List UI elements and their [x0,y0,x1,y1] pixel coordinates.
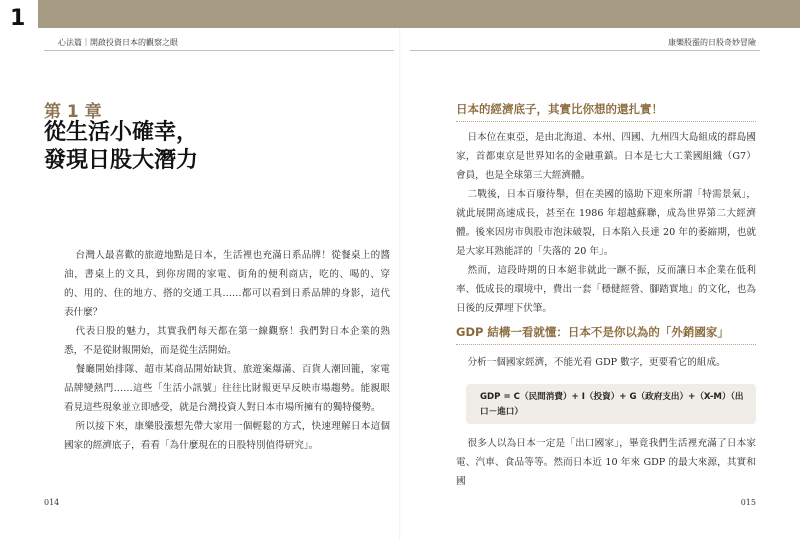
header-band-left [38,0,400,28]
page-number-right: 015 [740,498,756,507]
page-gutter [399,28,401,541]
paragraph: 代表日股的魅力，其實我們每天都在第一線觀察！我們對日本企業的熟悉，不是從財報開始，而是從生活開始。 [64,326,390,356]
chapter-title-line1: 從生活小確幸， [44,120,199,145]
running-header-right: 康樂股漲的日股奇妙冒險 [668,38,756,47]
page-number-left: 014 [44,498,60,507]
header-rule-right [410,50,760,51]
right-page-body-section1 [456,128,756,318]
header-rule-left [44,50,394,51]
paragraph: 分析一個國家經濟，不能光看 GDP 數字，更要看它的組成。 [467,357,726,368]
chapter-number: 1 [10,6,26,31]
right-page-body-section2 [456,434,756,491]
paragraph: 台灣人最喜歡的旅遊地點是日本，生活裡也充滿日系品牌！從餐桌上的醬油，書桌上的文具，到你房間的家電、街角的便利商店，吃的、喝的、穿的、用的、住的地方、搭的交通工具……都可以看到日系品牌的身影，這代表什麼？ [64,250,390,318]
running-header-left: 心法篇｜開啟投資日本的觀察之眼 [58,38,178,47]
header-band-right [400,0,800,28]
paragraph: 然而，這段時期的日本絕非就此一蹶不振，反而讓日本企業在低利率、低成長的環境中，費出一套「穩健經營、腳踏實地」的文化，也為日後的反彈埋下伏筆。 [456,265,756,314]
right-page-body-section2-intro [456,353,756,372]
paragraph: 所以接下來，康樂股漲想先帶大家用一個輕鬆的方式，快速理解日本這個國家的經濟底子，看看「為什麼現在的日股特別值得研究」。 [64,421,390,451]
section-title-economy: 日本的經濟底子，其實比你想的還扎實！ [456,102,663,116]
paragraph: 日本位在東亞，是由北海道、本州、四國、九州四大島組成的群島國家，首都東京是世界知名的金融重鎮。日本是七大工業國組織（G7）會員，也是全球第三大經濟體。 [456,132,756,181]
paragraph: 很多人以為日本一定是「出口國家」，畢竟我們生活裡充滿了日本家電、汽車、食品等等。然而日本近 10 年來 GDP 的最大來源，其實和國 [456,438,756,487]
chapter-number-box [0,0,38,38]
left-page-body [64,246,390,455]
chapter-label: 第 1 章 [44,102,102,122]
gdp-formula-box [466,384,756,424]
paragraph: 餐廳開始排隊、超市某商品開始缺貨、旅遊案爆滿、百貨人潮回籠，家電品牌變熱門……這些「生活小訊號」往往比財報更早反映市場趨勢。能親眼看見這些現象並立即感受，就是台灣投資人對日本市場所擁有的獨特優勢。 [64,364,390,413]
section-rule [456,121,756,123]
chapter-title-line2: 發現日股大潛力 [44,148,199,173]
gdp-formula: GDP = C（民間消費）+ I（投資）+ G（政府支出）+（X-M）（出口－進口） [480,392,744,417]
paragraph: 二戰後，日本百廢待舉，但在美國的協助下迎來所謂「特需景氣」，就此展開高速成長，甚至在 1986 年超越蘇聯，成為世界第二大經濟體。後來因房市與股市泡沫破裂，日本陷入長達 20 年的萎縮期，也就是大家耳熟能詳的「失落的 20 年」。 [456,189,756,257]
section-rule [456,344,756,346]
section-title-gdp: GDP 結構一看就懂：日本不是你以為的「外銷國家」 [456,325,729,339]
chapter-title [44,119,198,175]
